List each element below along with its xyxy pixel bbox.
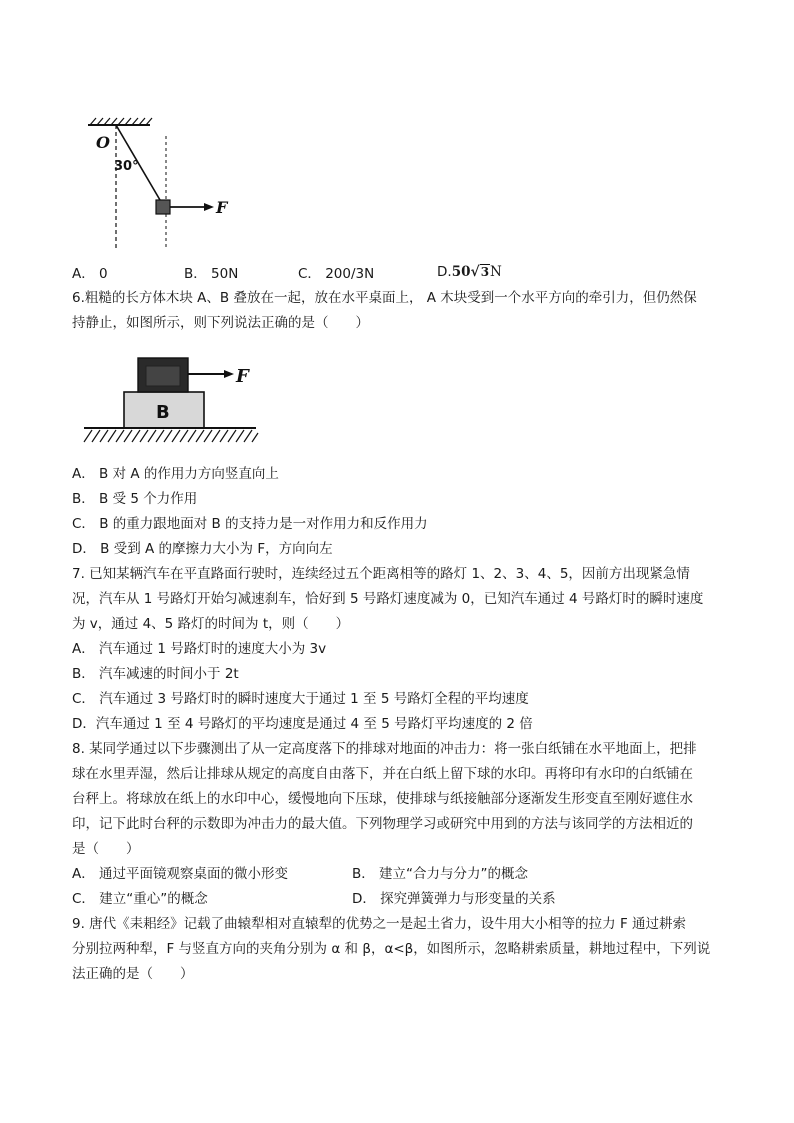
q7-option-c: C． 汽车通过 3 号路灯时的瞬时速度大于通过 1 至 5 号路灯全程的平均速度	[72, 691, 529, 707]
pendulum-figure	[80, 112, 260, 254]
q6-option-c: C． B 的重力跟地面对 B 的支持力是一对作用力和反作用力	[72, 516, 428, 532]
sqrt-symbol: √	[470, 264, 480, 280]
q6-stem-line-2: 持静止，如图所示，则下列说法正确的是（ ）	[72, 315, 369, 331]
q7-option-b: B． 汽车减速的时间小于 2t	[72, 666, 239, 682]
q8-stem-line-2: 球在水里弄湿，然后让排球从规定的高度自由落下，并在白纸上留下球的水印。再将印有水印的白纸铺在	[72, 766, 693, 782]
q9-stem-line-1: 9. 唐代《耒耜经》记载了曲辕犁相对直辕犁的优势之一是起土省力，设牛用大小相等的拉力 F 通过耕索	[72, 916, 687, 932]
q6-option-b: B． B 受 5 个力作用	[72, 491, 198, 507]
q7-option-a: A． 汽车通过 1 号路灯时的速度大小为 3v	[72, 641, 327, 657]
q7-stem-line-2: 况，汽车从 1 号路灯开始匀减速刹车，恰好到 5 号路灯速度减为 0，已知汽车通过 4 号路灯时的瞬时速度	[72, 591, 704, 607]
q5-option-b: B． 50N	[184, 266, 239, 282]
q8-option-d: D． 探究弹簧弹力与形变量的关系	[352, 891, 556, 907]
q6-option-d: D． B 受到 A 的摩擦力大小为 F，方向向左	[72, 541, 333, 557]
pivot-label: O	[96, 133, 110, 152]
q6-option-a: A． B 对 A 的作用力方向竖直向上	[72, 466, 279, 482]
q5-option-a: A． 0	[72, 266, 108, 282]
q8-option-c: C． 建立“重心”的概念	[72, 891, 208, 907]
q5-option-d-prefix: D.	[437, 264, 452, 280]
q7-stem-line-1: 7. 已知某辆汽车在平直路面行驶时，连续经过五个距离相等的路灯 1、2、3、4、5，因前方出现紧急情	[72, 566, 690, 582]
q5-option-d-unit: N	[490, 264, 502, 280]
force-label: F	[216, 198, 228, 217]
q5-option-d	[437, 262, 502, 282]
force-label: F	[236, 366, 249, 387]
q8-option-a: A． 通过平面镜观察桌面的微小形变	[72, 866, 289, 882]
block-b-label: B	[156, 402, 170, 423]
q7-option-d: D．汽车通过 1 至 4 号路灯的平均速度是通过 4 至 5 号路灯平均速度的 2 倍	[72, 716, 533, 732]
q5-option-d-radicand: 3	[480, 265, 490, 279]
q5-option-c: C． 200/3N	[298, 266, 375, 282]
q7-stem-line-3: 为 v，通过 4、5 路灯的时间为 t，则（ ）	[72, 616, 350, 632]
q9-stem-line-2: 分别拉两种犁，F 与竖直方向的夹角分别为 α 和 β，α<β，如图所示，忽略耕索质量，耕地过程中，下列说	[72, 941, 711, 957]
q6-stem-line-1: 6.粗糙的长方体木块 A、B 叠放在一起，放在水平桌面上， A 木块受到一个水平方向的牵引力，但仍然保	[72, 290, 697, 306]
stacked-blocks-figure	[80, 352, 270, 448]
q8-stem-line-3: 台秤上。将球放在纸上的水印中心，缓慢地向下压球，使排球与纸接触部分逐渐发生形变直至刚好遮住水	[72, 791, 693, 807]
q8-stem-line-1: 8. 某同学通过以下步骤测出了从一定高度落下的排球对地面的冲击力：将一张白纸铺在水平地面上，把排	[72, 741, 697, 757]
q8-stem-line-5: 是（ ）	[72, 841, 140, 857]
q5-option-d-value: 50	[451, 264, 471, 280]
angle-label: 30°	[114, 159, 139, 174]
q8-stem-line-4: 印，记下此时台秤的示数即为冲击力的最大值。下列物理学习或研究中用到的方法与该同学的方法相近的	[72, 816, 693, 832]
q8-option-b: B． 建立“合力与分力”的概念	[352, 866, 529, 882]
q9-stem-line-3: 法正确的是（ ）	[72, 966, 194, 982]
